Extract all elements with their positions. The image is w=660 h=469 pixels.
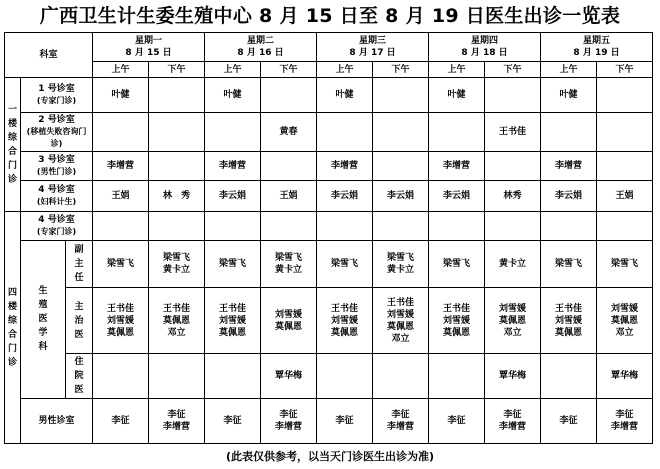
room-number: 1 号诊室 [38,84,75,95]
doctor-name: 邓立 [391,333,410,344]
pm-header: 下午 [373,61,429,77]
repro-cell [597,288,653,354]
doctor-name: 莫佩恩 [331,327,359,338]
floor4-room4-cell [261,212,317,241]
floor1-cell: 李增营 [93,152,149,181]
male-room-cell: 李征 [205,398,261,443]
am-header: 上午 [429,61,485,77]
weekday-label: 星期四 [471,35,499,46]
doctor-name: 莫佩恩 [163,315,191,326]
doctor-name: 莫佩恩 [107,327,135,338]
floor1-cell: 李增营 [205,152,261,181]
floor1-cell [205,113,261,152]
room-type: (专家门诊) [36,227,77,237]
male-room-cell: 李征 [429,398,485,443]
doctor-title [66,354,93,398]
doctor-name: 王书佳 [443,303,471,314]
weekday-label: 星期二 [247,35,275,46]
am-header: 上午 [205,61,261,77]
doctor-name: 刘雪媛 [107,315,135,326]
repro-cell [93,354,149,398]
am-header: 上午 [541,61,597,77]
floor1-cell [149,78,205,113]
room-type: (妇科计生) [36,197,77,207]
am-header: 上午 [317,61,373,77]
floor1-cell: 林秀 [485,181,541,212]
doctor-name: 梁雪飞 [275,253,303,264]
weekday-label: 星期三 [359,35,387,46]
doctor-name: 刘雪媛 [443,315,471,326]
day-header [429,33,541,62]
floor4-room4-row [5,212,653,241]
doctor-name: 李增营 [499,421,527,432]
room-label [21,152,93,181]
doctor-name: 李增营 [163,421,191,432]
male-room-cell: 李征 [541,398,597,443]
floor4-room4-cell [93,212,149,241]
room-label [21,212,93,241]
floor1-cell [373,78,429,113]
floor1-cell [261,152,317,181]
doctor-name: 王书佳 [555,303,583,314]
repro-cell: 梁雪飞 [541,241,597,288]
doctor-name: 黄卡立 [163,265,191,276]
floor1-cell: 李云娟 [429,181,485,212]
floor1-cell: 王娟 [597,181,653,212]
floor1-cell: 李云娟 [541,181,597,212]
doctor-name: 李增营 [275,421,303,432]
doctor-name: 刘雪媛 [219,315,247,326]
floor4-label-text: 四楼综合门诊 [7,287,17,368]
pm-header: 下午 [485,61,541,77]
doctor-name: 黄卡立 [275,265,303,276]
doctor-name: 邓立 [503,327,522,338]
doctor-name: 刘雪媛 [499,303,527,314]
doctor-title [66,288,93,354]
floor1-cell: 李云娟 [317,181,373,212]
doctor-name: 莫佩恩 [443,327,471,338]
floor4-room4-cell [149,212,205,241]
doctor-name: 莫佩恩 [275,321,303,332]
am-header: 上午 [93,61,149,77]
room-label [21,181,93,212]
page-title: 广西卫生计生委生殖中心 8 月 15 日至 8 月 19 日医生出诊一览表 [39,5,621,27]
floor1-row [5,113,653,152]
repro-cell [205,288,261,354]
weekday-label: 星期五 [583,35,611,46]
doctor-name: 莫佩恩 [611,315,639,326]
floor1-cell [597,113,653,152]
header-row-days [5,33,653,62]
floor1-cell: 王书佳 [485,113,541,152]
repro-cell [261,241,317,288]
floor1-row [5,181,653,212]
date-label: 8 月 17 日 [349,47,396,58]
repro-cell: 覃华梅 [261,354,317,398]
date-label: 8 月 16 日 [237,47,284,58]
male-room-cell [485,398,541,443]
floor1-cell [373,152,429,181]
pm-header: 下午 [149,61,205,77]
doctor-name: 莫佩恩 [499,315,527,326]
floor4-label [5,212,21,444]
repro-cell: 覃华梅 [597,354,653,398]
male-room-cell [149,398,205,443]
floor1-cell: 叶健 [541,78,597,113]
floor1-cell [485,152,541,181]
doctor-title [66,241,93,288]
room-type: (专家门诊) [36,96,77,106]
floor1-cell: 李增营 [541,152,597,181]
repro-cell [317,354,373,398]
floor4-room4-cell [317,212,373,241]
doctor-name: 邓立 [167,327,186,338]
floor4-room4-cell [373,212,429,241]
repro-cell [373,241,429,288]
date-label: 8 月 18 日 [461,47,508,58]
doctor-name: 刘雪媛 [555,315,583,326]
room-number: 4 号诊室 [38,215,75,226]
floor1-cell [373,113,429,152]
repro-cell [149,288,205,354]
day-header [541,33,653,62]
repro-cell [261,288,317,354]
male-room-cell: 李征 [317,398,373,443]
male-room-cell: 李征 [93,398,149,443]
doctor-name: 莫佩恩 [555,327,583,338]
room-number: 3 号诊室 [38,155,75,166]
doctor-name: 莫佩恩 [219,327,247,338]
floor1-cell: 李增营 [429,152,485,181]
weekday-label: 星期一 [135,35,163,46]
doctor-name: 王书佳 [331,303,359,314]
repro-cell [93,288,149,354]
repro-dept-text: 生殖医学科 [38,286,48,353]
doctor-name: 梁雪飞 [163,253,191,264]
doctor-name: 李增营 [611,421,639,432]
repro-cell [429,288,485,354]
floor1-cell: 黄春 [261,113,317,152]
floor1-cell [541,113,597,152]
floor1-cell [261,78,317,113]
schedule-table [4,32,653,444]
repro-cell [373,288,429,354]
doctor-name: 李征 [279,409,298,420]
doctor-name: 刘雪媛 [387,309,415,320]
repro-cell [373,354,429,398]
repro-cell: 覃华梅 [485,354,541,398]
doctor-name: 李征 [167,409,186,420]
floor1-cell: 叶健 [93,78,149,113]
room-number: 2 号诊室 [38,115,75,126]
male-room-row [5,398,653,443]
doctor-name: 莫佩恩 [387,321,415,332]
floor1-cell [317,113,373,152]
repro-dept-label [21,241,66,399]
floor1-cell: 叶健 [317,78,373,113]
floor1-row [5,152,653,181]
day-header [93,33,205,62]
room-label [21,113,93,152]
repro-row [5,241,653,288]
date-label: 8 月 19 日 [573,47,620,58]
floor1-cell: 王娟 [93,181,149,212]
floor1-cell [485,78,541,113]
floor1-cell: 李云娟 [373,181,429,212]
floor4-room4-cell [429,212,485,241]
repro-cell: 梁雪飞 [317,241,373,288]
room-number: 4 号诊室 [38,185,75,196]
floor1-cell: 王娟 [261,181,317,212]
doctor-name: 王书佳 [107,303,135,314]
floor1-cell: 叶健 [429,78,485,113]
floor1-cell [429,113,485,152]
repro-cell: 黄卡立 [485,241,541,288]
doctor-name: 王书佳 [163,303,191,314]
doctor-name: 梁雪飞 [387,253,415,264]
repro-cell: 梁雪飞 [93,241,149,288]
male-room-cell [373,398,429,443]
day-header [317,33,429,62]
doctor-name: 刘雪媛 [275,309,303,320]
floor1-cell: 叶健 [205,78,261,113]
male-room-cell [597,398,653,443]
floor4-room4-cell [541,212,597,241]
doctor-title-text: 主治医 [74,301,84,340]
floor1-cell: 李云娟 [205,181,261,212]
header-row-ampm [5,61,653,77]
floor1-cell: 李增营 [317,152,373,181]
room-label [21,78,93,113]
floor1-cell [93,113,149,152]
header-dept: 科室 [5,33,93,78]
pm-header: 下午 [261,61,317,77]
repro-row [5,354,653,398]
doctor-name: 邓立 [615,327,634,338]
floor4-room4-cell [205,212,261,241]
pm-header: 下午 [597,61,653,77]
male-room-cell [261,398,317,443]
day-header [205,33,317,62]
doctor-name: 李征 [503,409,522,420]
repro-cell [429,354,485,398]
repro-cell [149,241,205,288]
doctor-name: 王书佳 [387,297,415,308]
doctor-title-text: 副主任 [74,245,84,284]
doctor-name: 李征 [391,409,410,420]
repro-cell [541,288,597,354]
doctor-name: 黄卡立 [387,265,415,276]
floor1-cell [149,113,205,152]
repro-cell: 梁雪飞 [429,241,485,288]
room-type: (男性门诊) [36,167,77,177]
repro-cell [541,354,597,398]
floor1-cell: 林 秀 [149,181,205,212]
repro-cell [205,354,261,398]
floor1-label-text: 一楼综合门诊 [7,104,17,185]
doctor-title-text: 住院医 [74,356,84,395]
footnote: (此表仅供参考，以当天门诊医生出诊为准) [225,450,435,463]
floor1-label [5,78,21,212]
date-label: 8 月 15 日 [125,47,172,58]
floor4-room4-cell [485,212,541,241]
doctor-name: 刘雪媛 [331,315,359,326]
doctor-name: 王书佳 [219,303,247,314]
doctor-name: 刘雪媛 [611,303,639,314]
repro-cell [317,288,373,354]
repro-cell: 梁雪飞 [205,241,261,288]
room-type: (移植失败咨询门诊) [26,127,87,149]
repro-cell: 梁雪飞 [597,241,653,288]
floor4-room4-cell [597,212,653,241]
repro-row [5,288,653,354]
repro-cell [149,354,205,398]
doctor-name: 李增营 [387,421,415,432]
room-label: 男性诊室 [21,398,93,443]
floor1-row [5,78,653,113]
floor1-cell [597,152,653,181]
floor1-cell [597,78,653,113]
repro-cell [485,288,541,354]
doctor-name: 李征 [615,409,634,420]
floor1-cell [149,152,205,181]
